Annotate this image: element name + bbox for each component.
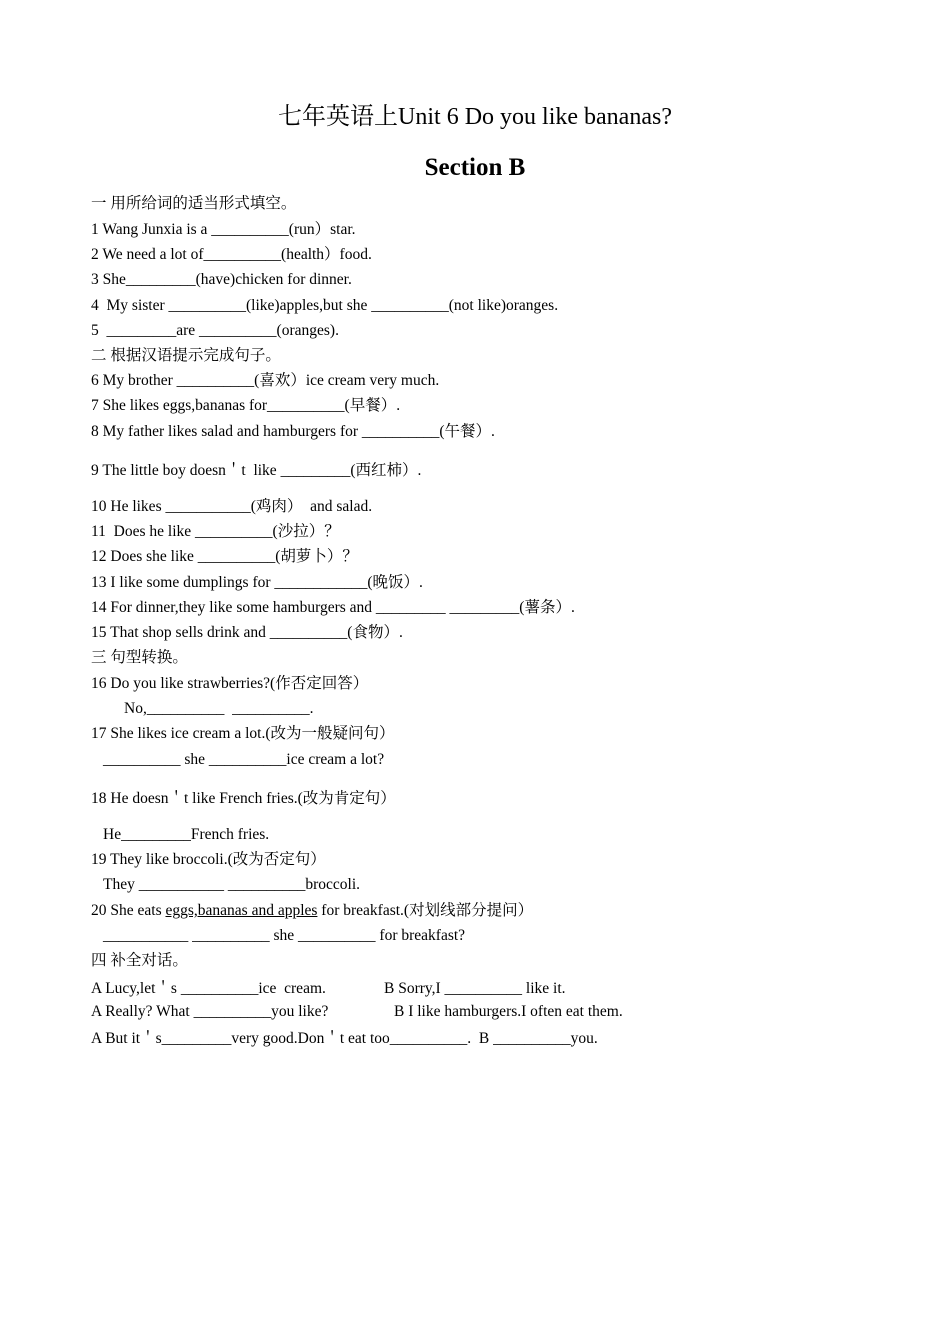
question-20-answer: ___________ __________ she __________ for breakfast? [103, 927, 466, 944]
question-12: 12 Does she like __________(胡萝卜）？ [91, 548, 358, 565]
question-1: 1 Wang Junxia is a __________(run）star. [91, 221, 356, 238]
question-6: 6 My brother __________(喜欢）ice cream very much. [91, 372, 440, 389]
question-20-underlined-phrase: eggs,bananas and apples [165, 902, 318, 919]
question-8: 8 My father likes salad and hamburgers for __________(午餐）. [91, 423, 495, 440]
question-16: 16 Do you like strawberries?(作否定回答） [91, 675, 369, 692]
question-2: 2 We need a lot of__________(health）food. [91, 246, 372, 263]
dialogue-line-1b: B Sorry,I __________ like it. [384, 980, 566, 997]
dialogue-line-2b: B I like hamburgers.I often eat them. [394, 1003, 623, 1020]
question-5: 5 _________are __________(oranges). [91, 322, 339, 339]
section-title: Section B [424, 154, 526, 181]
question-20-prefix: 20 She eats [91, 902, 166, 919]
question-16-answer: No,__________ __________. [124, 700, 314, 717]
question-20 [91, 901, 533, 921]
question-15: 15 That shop sells drink and __________(食物）. [91, 624, 403, 641]
question-18-answer: He_________French fries. [103, 826, 270, 843]
question-17-answer: __________ she __________ice cream a lot? [103, 751, 385, 768]
question-4: 4 My sister __________(like)apples,but she __________(not like)oranges. [91, 297, 559, 314]
question-7: 7 She likes eggs,bananas for__________(早餐）. [91, 397, 401, 414]
dialogue-line-2a: A Really? What __________you like? [91, 1003, 329, 1020]
question-3: 3 She_________(have)chicken for dinner. [91, 271, 352, 288]
question-9: 9 The little boy doesn＇t like _________(西红柿）. [91, 462, 422, 479]
question-20-suffix: for breakfast.(对划线部分提问） [317, 902, 534, 919]
question-18: 18 He doesn＇t like French fries.(改为肯定句） [91, 790, 396, 807]
question-19-answer: They ___________ __________broccoli. [103, 876, 361, 893]
section-2-heading: 二 根据汉语提示完成句子。 [91, 347, 281, 364]
section-4-heading: 四 补全对话。 [91, 952, 188, 969]
question-17: 17 She likes ice cream a lot.(改为一般疑问句） [91, 725, 395, 742]
question-19: 19 They like broccoli.(改为否定句） [91, 851, 326, 868]
dialogue-line-1a: A Lucy,let＇s __________ice cream. [91, 980, 326, 997]
section-1-heading: 一 用所给词的适当形式填空。 [91, 195, 297, 212]
page-title: 七年英语上Unit 6 Do you like bananas? [278, 104, 672, 130]
question-10: 10 He likes ___________(鸡肉） and salad. [91, 498, 373, 515]
dialogue-line-3: A But it＇s_________very good.Don＇t eat too__________. B __________you. [91, 1030, 598, 1047]
question-14: 14 For dinner,they like some hamburgers and _________ _________(薯条）. [91, 599, 575, 616]
question-13: 13 I like some dumplings for ____________(晚饭）. [91, 574, 423, 591]
question-11: 11 Does he like __________(沙拉）？ [91, 523, 340, 540]
section-3-heading: 三 句型转换。 [91, 649, 188, 666]
